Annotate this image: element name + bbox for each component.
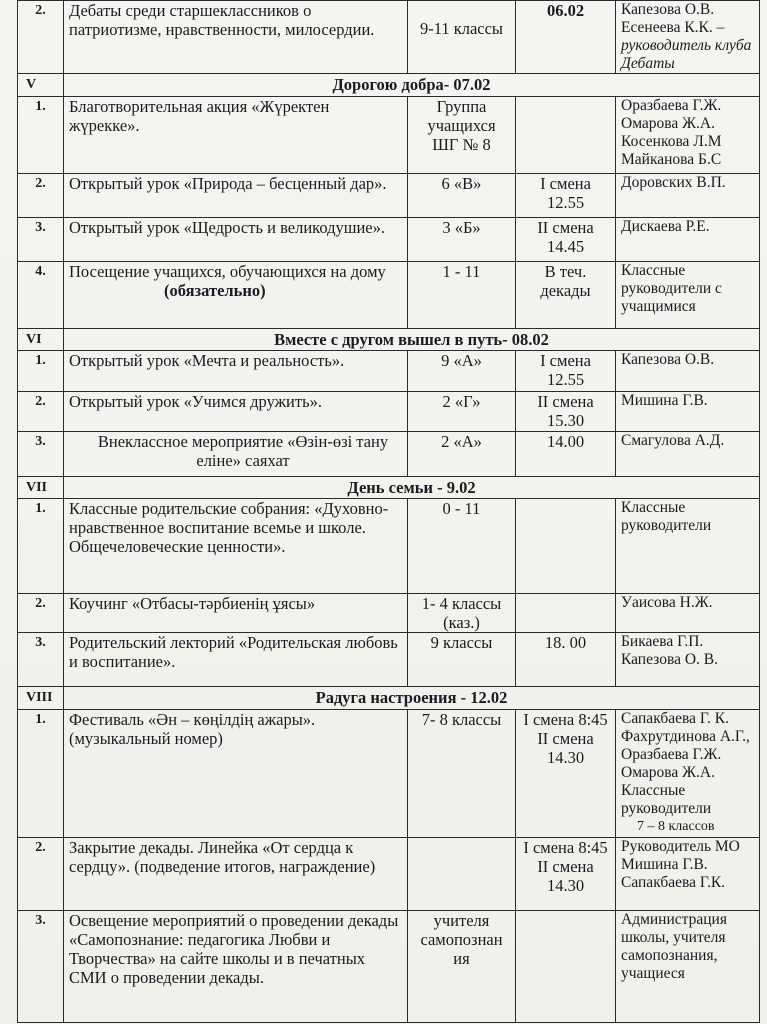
event-cell: Открытый урок «Щедрость и великодушие». xyxy=(64,218,408,262)
table-row xyxy=(18,392,760,432)
row-number: 1. xyxy=(18,710,64,838)
classes-text: 9-11 классы xyxy=(419,19,504,38)
table-row xyxy=(18,1,760,74)
time-cell: 06.02 xyxy=(516,1,616,74)
section-number: VIII xyxy=(18,687,64,710)
section-number: VI xyxy=(18,329,64,351)
time-cell xyxy=(516,594,616,633)
time-cell: I смена 8:45 II смена 14.30 xyxy=(516,838,616,911)
row-number: 2. xyxy=(18,594,64,633)
row-number: 1. xyxy=(18,499,64,594)
classes-cell: 6 «В» xyxy=(408,174,516,218)
classes-cell: 3 «Б» xyxy=(408,218,516,262)
responsible-cell: Дискаева Р.Е. xyxy=(616,218,760,262)
event-cell: Открытый урок «Учимся дружить». xyxy=(64,392,408,432)
row-number: 1. xyxy=(18,351,64,392)
row-number: 3. xyxy=(18,218,64,262)
responsible-cell: Бикаева Г.П. Капезова О. В. xyxy=(616,633,760,687)
table-row xyxy=(18,499,760,594)
table-row xyxy=(18,262,760,329)
responsible-cell: Смагулова А.Д. xyxy=(616,432,760,477)
table-row xyxy=(18,174,760,218)
event-cell: Закрытие декады. Линейка «От сердца к сердцу». (подведение итогов, награждение) xyxy=(64,838,408,911)
responsible-cell: Доровских В.П. xyxy=(616,174,760,218)
responsible-cell: Мишина Г.В. xyxy=(616,392,760,432)
section-title: Радуга настроения - 12.02 xyxy=(64,687,760,710)
row-number: 1. xyxy=(18,97,64,174)
event-cell: Родительский лекторий «Родительская любовь и воспитание». xyxy=(64,633,408,687)
time-cell: I смена 12.55 xyxy=(516,351,616,392)
time-cell xyxy=(516,911,616,1023)
row-number: 3. xyxy=(18,633,64,687)
classes-cell: 1- 4 классы (каз.) xyxy=(408,594,516,633)
responsible-cell: Уаисова Н.Ж. xyxy=(616,594,760,633)
classes-cell xyxy=(408,838,516,911)
section-title: Дорогою добра- 07.02 xyxy=(64,74,760,97)
classes-cell: 2 «Г» xyxy=(408,392,516,432)
section-title: День семьи - 9.02 xyxy=(64,477,760,499)
table-row xyxy=(18,97,760,174)
section-header-row xyxy=(18,687,760,710)
table-row xyxy=(18,594,760,633)
classes-cell: учителя самопознан ия xyxy=(408,911,516,1023)
event-cell xyxy=(64,262,408,329)
event-cell: Открытый урок «Природа – бесценный дар». xyxy=(64,174,408,218)
table-row xyxy=(18,351,760,392)
time-cell: II смена 15.30 xyxy=(516,392,616,432)
event-cell: Внеклассное мероприятие «Өзін-өзі тану еліне» саяхат xyxy=(64,432,408,477)
responsible-cell xyxy=(616,1,760,74)
classes-cell xyxy=(408,1,516,74)
section-number: VII xyxy=(18,477,64,499)
classes-cell: 2 «А» xyxy=(408,432,516,477)
responsible-line: руководитель клуба Дебаты xyxy=(621,37,752,72)
classes-cell: 9 «А» xyxy=(408,351,516,392)
classes-cell: 9 классы xyxy=(408,633,516,687)
event-cell: Классные родительские собрания: «Духовно-нравственное воспитание всемье и школе. Общечеловеческие ценности». xyxy=(64,499,408,594)
responsible-cell: Оразбаева Г.Ж. Омарова Ж.А. Косенкова Л.М Майканова Б.С xyxy=(616,97,760,174)
row-number: 2. xyxy=(18,392,64,432)
table-row xyxy=(18,911,760,1023)
responsible-cell: Классные руководители с учащимися xyxy=(616,262,760,329)
table-row xyxy=(18,633,760,687)
classes-cell: 1 - 11 xyxy=(408,262,516,329)
time-cell xyxy=(516,97,616,174)
event-cell: Дебаты среди старшеклассников о патриотизме, нравственности, милосердии. xyxy=(64,1,408,74)
event-text: Посещение учащихся, обучающихся на дому xyxy=(69,262,386,281)
row-number: 2. xyxy=(18,1,64,74)
responsible-line: Есенеева К.К. – xyxy=(621,19,725,36)
time-cell: В теч. декады xyxy=(516,262,616,329)
classes-cell: Группа учащихся ШГ № 8 xyxy=(408,97,516,174)
table-row xyxy=(18,710,760,838)
table-row xyxy=(18,432,760,477)
table-row xyxy=(18,218,760,262)
section-header-row xyxy=(18,329,760,351)
time-cell: I смена 8:45 II смена 14.30 xyxy=(516,710,616,838)
event-cell: Коучинг «Отбасы-тәрбиенің ұясы» xyxy=(64,594,408,633)
classes-cell: 7- 8 классы xyxy=(408,710,516,838)
responsible-cell: Капезова О.В. xyxy=(616,351,760,392)
row-number: 4. xyxy=(18,262,64,329)
responsible-line: 7 – 8 классов xyxy=(637,819,715,834)
time-cell xyxy=(516,499,616,594)
mandatory-note: (обязательно) xyxy=(164,281,266,300)
responsible-cell: Классные руководители xyxy=(616,499,760,594)
event-cell: Благотворительная акция «Жүректен жүрекке». xyxy=(64,97,408,174)
section-number: V xyxy=(18,74,64,97)
event-cell: Фестиваль «Ән – көңілдің ажары». (музыкальный номер) xyxy=(64,710,408,838)
responsible-cell xyxy=(616,710,760,838)
section-title: Вместе с другом вышел в путь- 08.02 xyxy=(64,329,760,351)
row-number: 3. xyxy=(18,432,64,477)
time-cell: II смена 14.45 xyxy=(516,218,616,262)
responsible-cell: Руководитель МО Мишина Г.В. Сапакбаева Г.К. xyxy=(616,838,760,911)
row-number: 3. xyxy=(18,911,64,1023)
event-cell: Освещение мероприятий о проведении декады «Самопознание: педагогика Любви и Творчества» на сайте школы и в печатных СМИ о проведении декады. xyxy=(64,911,408,1023)
classes-cell: 0 - 11 xyxy=(408,499,516,594)
section-header-row xyxy=(18,477,760,499)
event-cell: Открытый урок «Мечта и реальность». xyxy=(64,351,408,392)
time-cell: 14.00 xyxy=(516,432,616,477)
responsible-cell: Администрация школы, учителя самопознания, учащиеся xyxy=(616,911,760,1023)
responsible-line: Капезова О.В. xyxy=(621,1,715,18)
row-number: 2. xyxy=(18,174,64,218)
time-cell: 18. 00 xyxy=(516,633,616,687)
section-header-row xyxy=(18,74,760,97)
row-number: 2. xyxy=(18,838,64,911)
event-plan-table xyxy=(17,0,760,1023)
table-row xyxy=(18,838,760,911)
responsible-line: Сапакбаева Г. К. Фахрутдинова А.Г., Оразбаева Г.Ж. Омарова Ж.А. Классные руководители xyxy=(621,710,750,817)
time-cell: I смена 12.55 xyxy=(516,174,616,218)
